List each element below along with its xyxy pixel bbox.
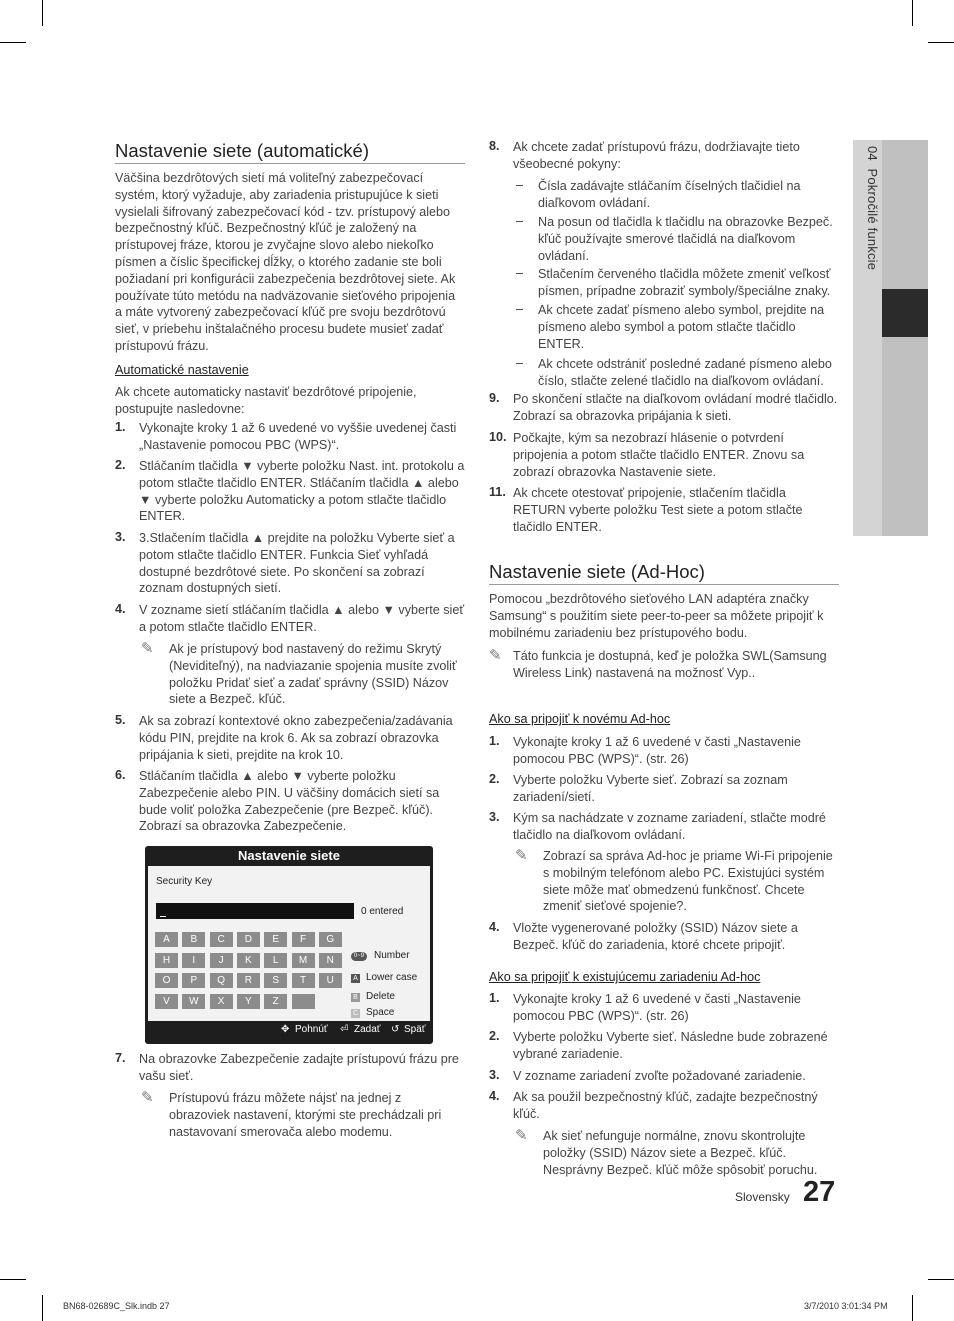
adhoc-intro: Pomocou „bezdrôtového sieťového LAN adaptéra značky Samsung“ s použitím siete peer-to-peer sa môžete pripojiť k mobilnému zariadeniu bez prístupového bodu. bbox=[489, 592, 824, 640]
chapter-tab-strip bbox=[882, 140, 928, 536]
osd-enter-label: Zadať bbox=[354, 1024, 381, 1035]
step-text: 3.Stlačením tlačidla ▲ prejdite na položku Vyberte sieť a potom stlačte tlačidlo ENTER. Funkcia Sieť vyhľadá dostupné bezdrôtové siete. Po skončení sa zobrazí zoznam dostupných sietí. bbox=[139, 531, 455, 596]
return-icon: ↺ bbox=[391, 1024, 400, 1035]
step-number: 1. bbox=[489, 991, 500, 1005]
legend-delete: Delete bbox=[366, 991, 395, 1002]
step-text: Na obrazovke Zabezpečenie zadajte prístupovú frázu pre vašu sieť. bbox=[139, 1052, 459, 1083]
step-text: Vyberte položku Vyberte sieť. Následne bude zobrazené vybrané zariadenie. bbox=[513, 1030, 828, 1061]
osd-key[interactable]: C bbox=[210, 932, 233, 947]
step-text: Vložte vygenerované položky (SSID) Názov siete a Bezpeč. kľúč do zariadenia, ktoré chcete pripojiť. bbox=[513, 921, 798, 952]
legend-number: Number bbox=[374, 950, 410, 961]
step-text: Na posun od tlačidla k tlačidlu na obrazovke Bezpeč. kľúč používajte smerové tlačidlá na diaľkovom ovládaní. bbox=[538, 215, 833, 263]
step-number: 3. bbox=[489, 810, 500, 824]
green-button-icon: B bbox=[351, 993, 360, 1002]
osd-key[interactable]: I bbox=[182, 953, 205, 968]
step-text: Počkajte, kým sa nezobrazí hlásenie o potvrdení pripojenia a potom stlačte tlačidlo ENTER. Znovu sa zobrazí obrazovka Nastavenie siete. bbox=[513, 431, 805, 479]
step-note: Ak je prístupový bod nastavený do režimu Skrytý (Neviditeľný), na nadviazanie spojenia musíte zvoliť položku Pridať sieť a zadať správny (SSID) Názov siete a Bezpeč. kľúč. bbox=[169, 642, 457, 707]
step-text: V zozname sietí stláčaním tlačidla ▲ alebo ▼ vyberte sieť a potom stlačte tlačidlo ENTER. bbox=[139, 603, 465, 634]
step-text: Ak chcete zadať prístupovú frázu, dodržiavajte tieto všeobecné pokyny: bbox=[513, 140, 800, 171]
step-number: 8. bbox=[489, 139, 500, 153]
osd-back-label: Späť bbox=[404, 1024, 426, 1035]
step-text: Ak sa použil bezpečnostný kľúč, zadajte bezpečnostný kľúč. bbox=[513, 1090, 818, 1121]
move-icon: ✥ bbox=[281, 1024, 290, 1035]
osd-key[interactable]: Z bbox=[264, 994, 287, 1009]
yellow-button-icon: C bbox=[352, 1010, 359, 1017]
step-text: Ak chcete otestovať pripojenie, stlačením tlačidla RETURN vyberte položku Test siete a potom stlačte tlačidlo ENTER. bbox=[513, 486, 803, 534]
security-key-input[interactable] bbox=[156, 903, 354, 919]
note-pencil-icon: ✎ bbox=[141, 1089, 154, 1106]
osd-key[interactable]: J bbox=[210, 953, 233, 968]
crop-mark bbox=[912, 0, 913, 26]
step-number: 6. bbox=[115, 768, 126, 782]
intro-paragraph: Väčšina bezdrôtových sietí má voliteľný zabezpečovací systém, ktorý vyžaduje, aby zariadenia pristupujúce k sieti vysielali šifrovaný zabezpečovací kód - tzv. prístupový alebo bezpečnostný kľúč. Bezpečnostný kľúč je založený na prístupovej fráze, ktorou je zvyčajne slovo alebo niekoľko písmen a číslic špecifickej dĺžky, o ktorého zadanie ste boli požiadaní pri konfigurácii zabezpečenia bezdrôtovej siete. Ak používate túto metódu na nadväzovanie sieťového pripojenia a máte vytvorený zabezpečovací kľúč pre svoju bezdrôtovú sieť, v priebehu inštalačného procesu budete musieť zadať prístupovú frázu. bbox=[115, 171, 456, 353]
step-number: – bbox=[516, 302, 524, 316]
osd-key[interactable]: R bbox=[237, 973, 260, 988]
section-title-automatic: Nastavenie siete (automatické) bbox=[115, 140, 369, 161]
entered-count: 0 entered bbox=[361, 906, 404, 917]
title-rule bbox=[489, 584, 839, 585]
step-number: 11. bbox=[489, 485, 506, 499]
step-number: 2. bbox=[489, 1029, 500, 1043]
step-number: 5. bbox=[115, 713, 126, 727]
chapter-tab-active bbox=[882, 289, 928, 337]
note-pencil-icon: ✎ bbox=[141, 640, 154, 657]
print-date: 3/7/2010 3:01:34 PM bbox=[804, 1301, 888, 1311]
osd-key[interactable]: L bbox=[264, 953, 287, 968]
step-number: 4. bbox=[489, 1089, 500, 1103]
step-number: 3. bbox=[489, 1068, 500, 1082]
osd-key[interactable]: M bbox=[292, 953, 315, 968]
osd-key[interactable]: H bbox=[155, 953, 178, 968]
osd-key[interactable]: X bbox=[210, 994, 233, 1009]
enter-icon: ⏎ bbox=[340, 1024, 349, 1035]
step-note: Prístupovú frázu môžete nájsť na jednej z obrazoviek nastavení, ktorými ste prechádzali pri nastavovaní smerovača alebo modemu. bbox=[169, 1091, 442, 1139]
step-number: 7. bbox=[115, 1051, 126, 1065]
osd-key[interactable]: A bbox=[155, 932, 178, 947]
step-text: Ak chcete zadať písmeno alebo symbol, prejdite na písmeno alebo symbol a potom stlačte tlačidlo ENTER. bbox=[538, 303, 825, 351]
osd-key[interactable]: T bbox=[292, 973, 315, 988]
step-text: Vykonajte kroky 1 až 6 uvedené v časti „Nastavenie pomocou PBC (WPS)“. (str. 26) bbox=[513, 735, 801, 766]
osd-panel bbox=[148, 866, 430, 1021]
step-text: Po skončení stlačte na diaľkovom ovládaní modré tlačidlo. Zobrazí sa obrazovka pripájania k sieti. bbox=[513, 392, 838, 423]
step-text: Stlačením červeného tlačidla môžete zmeniť veľkosť písmen, prípadne zobraziť symboly/špeciálne znaky. bbox=[538, 267, 831, 298]
osd-key[interactable]: O bbox=[155, 973, 178, 988]
step-text: Kým sa nachádzate v zozname zariadení, stlačte modré tlačidlo na diaľkovom ovládaní. bbox=[513, 811, 826, 842]
step-number: 2. bbox=[489, 772, 500, 786]
security-key-label: Security Key bbox=[156, 876, 213, 887]
step-number: – bbox=[516, 178, 524, 192]
legend-space: Space bbox=[366, 1007, 395, 1018]
osd-security-key-screen bbox=[145, 846, 433, 1044]
osd-move-label: Pohnúť bbox=[295, 1024, 328, 1035]
osd-key[interactable]: F bbox=[292, 932, 315, 947]
crop-mark bbox=[912, 1295, 913, 1321]
osd-key[interactable]: K bbox=[237, 953, 260, 968]
page-number: 27 bbox=[803, 1176, 836, 1208]
osd-key[interactable]: N bbox=[319, 953, 342, 968]
crop-mark bbox=[42, 1295, 43, 1321]
legend-lower-case: Lower case bbox=[366, 972, 418, 983]
chapter-label: 04 Pokročilé funkcie bbox=[865, 146, 880, 271]
print-file-name: BN68-02689C_Slk.indb 27 bbox=[63, 1301, 170, 1311]
osd-key[interactable]: P bbox=[182, 973, 205, 988]
step-text: Ak sa zobrazí kontextové okno zabezpečenia/zadávania kódu PIN, prejdite na krok 6. Ak sa zobrazí obrazovka pripájania k sieti, prejdite na krok 10. bbox=[139, 714, 453, 762]
osd-key[interactable]: U bbox=[319, 973, 342, 988]
subheading-new-adhoc: Ako sa pripojiť k novému Ad-hoc bbox=[489, 712, 671, 726]
osd-key[interactable]: Y bbox=[237, 994, 260, 1009]
step-text: V zozname zariadení zvoľte požadované zariadenie. bbox=[513, 1069, 806, 1083]
step-number: 1. bbox=[489, 734, 500, 748]
step-text: Vykonajte kroky 1 až 6 uvedené vo vyššie uvedenej časti „Nastavenie pomocou PBC (WPS)“. bbox=[139, 421, 457, 452]
language-label: Slovensky bbox=[735, 1190, 790, 1204]
step-number: – bbox=[516, 214, 524, 228]
osd-key[interactable]: D bbox=[237, 932, 260, 947]
step-number: – bbox=[516, 356, 524, 370]
osd-key[interactable]: V bbox=[155, 994, 178, 1009]
subheading-automatic-setup: Automatické nastavenie bbox=[115, 363, 249, 377]
title-rule bbox=[115, 163, 465, 164]
step-number: 10. bbox=[489, 430, 507, 444]
step-number: 1. bbox=[115, 420, 126, 434]
sub-intro: Ak chcete automaticky nastaviť bezdrôtové pripojenie, postupujte nasledovne: bbox=[115, 385, 417, 416]
step-text: Stláčaním tlačidla ▲ alebo ▼ vyberte položku Zabezpečenie alebo PIN. U väčšiny domácich sietí sa bude voliť položka Zabezpečenie (pre Bezpeč. kľúč). Zobrazí sa obrazovka Zabezpečenie. bbox=[139, 769, 440, 834]
step-text: Vyberte položku Vyberte sieť. Zobrazí sa zoznam zariadení/sietí. bbox=[513, 773, 788, 804]
crop-mark bbox=[0, 1279, 26, 1280]
note-pencil-icon: ✎ bbox=[515, 847, 528, 864]
osd-key[interactable]: W bbox=[182, 994, 205, 1009]
step-number: 3. bbox=[115, 530, 126, 544]
osd-key[interactable]: G bbox=[319, 932, 342, 947]
osd-key[interactable] bbox=[292, 994, 315, 1009]
red-button-icon: A bbox=[351, 974, 360, 983]
step-number: 9. bbox=[489, 391, 500, 405]
crop-mark bbox=[928, 42, 954, 43]
step-text: Čísla zadávajte stláčaním číselných tlačidiel na diaľkovom ovládaní. bbox=[538, 179, 801, 210]
osd-key[interactable]: S bbox=[264, 973, 287, 988]
osd-key[interactable]: Q bbox=[210, 973, 233, 988]
step-number: 4. bbox=[115, 602, 126, 616]
step-text: Vykonajte kroky 1 až 6 uvedené v časti „Nastavenie pomocou PBC (WPS)“. (str. 26) bbox=[513, 992, 801, 1023]
step-note: Ak sieť nefunguje normálne, znovu skontrolujte položky (SSID) Názov siete a Bezpeč. kľúč. Nesprávny Bezpeč. kľúč môže spôsobiť poruchu. bbox=[543, 1129, 818, 1177]
step-text: Stláčaním tlačidla ▼ vyberte položku Nast. int. protokolu a potom stlačte tlačidlo ENTER. Stláčaním tlačidla ▲ alebo ▼ vyberte položku Automaticky a potom stlačte tlačidlo ENTER. bbox=[139, 459, 465, 524]
step-number: – bbox=[516, 266, 524, 280]
step-note: Zobrazí sa správa Ad-hoc je priame Wi-Fi pripojenie s mobilným telefónom alebo PC. Existujúci systém siete môže mať obmedzenú funkčnosť. Chcete zmeniť sieťové spojenie?. bbox=[543, 849, 833, 914]
section-title-adhoc: Nastavenie siete (Ad-Hoc) bbox=[489, 561, 705, 582]
adhoc-note: Táto funkcia je dostupná, keď je položka SWL(Samsung Wireless Link) nastavená na možnosť Vyp.. bbox=[513, 649, 827, 680]
step-number: 2. bbox=[115, 458, 126, 472]
step-text: Ak chcete odstrániť posledné zadané písmeno alebo číslo, stlačte zelené tlačidlo na diaľkovom ovládaní. bbox=[538, 357, 832, 388]
number-icon: 0~9 bbox=[351, 952, 367, 961]
step-number: 4. bbox=[489, 920, 500, 934]
osd-key[interactable]: B bbox=[182, 932, 205, 947]
osd-title: Nastavenie siete bbox=[238, 848, 340, 863]
input-cursor bbox=[160, 916, 166, 917]
crop-mark bbox=[42, 0, 43, 26]
note-pencil-icon: ✎ bbox=[515, 1127, 528, 1144]
osd-key[interactable]: E bbox=[264, 932, 287, 947]
note-pencil-icon: ✎ bbox=[489, 647, 502, 664]
subheading-existing-adhoc: Ako sa pripojiť k existujúcemu zariadeniu Ad-hoc bbox=[489, 970, 761, 984]
crop-mark bbox=[0, 42, 26, 43]
crop-mark bbox=[928, 1279, 954, 1280]
